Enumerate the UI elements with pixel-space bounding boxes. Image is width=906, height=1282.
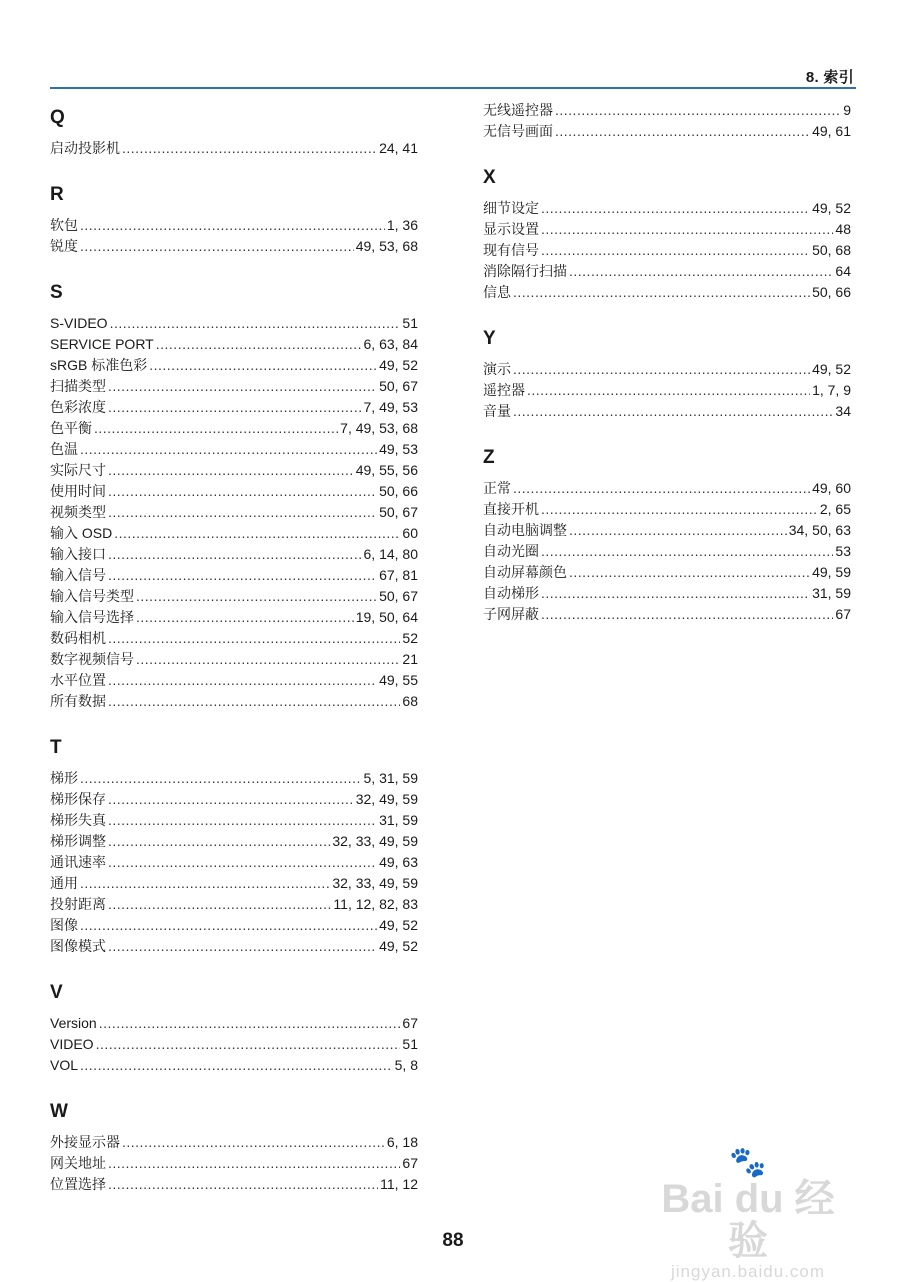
index-term: 梯形保存 — [50, 791, 106, 807]
index-entry — [50, 670, 418, 691]
index-entry — [483, 562, 851, 583]
index-entry — [483, 604, 851, 625]
index-pages: 49, 52 — [812, 361, 851, 377]
index-pages: 24, 41 — [379, 140, 418, 156]
index-section — [50, 734, 418, 957]
index-term: 数字视频信号 — [50, 651, 134, 667]
index-pages: 67 — [402, 1155, 418, 1171]
dot-leader — [80, 768, 362, 789]
section-letter: W — [50, 1101, 68, 1122]
index-pages: 50, 66 — [812, 284, 851, 300]
index-entry — [50, 915, 418, 936]
index-entry — [483, 282, 851, 303]
index-term: S-VIDEO — [50, 315, 108, 331]
index-term: 自动光圈 — [483, 543, 539, 559]
dot-leader — [541, 219, 833, 240]
index-pages: 5, 8 — [394, 1057, 418, 1073]
dot-leader — [108, 1153, 400, 1174]
dot-leader — [555, 100, 841, 121]
index-entry — [50, 691, 418, 712]
index-pages: 49, 55, 56 — [355, 462, 418, 478]
index-pages: 64 — [835, 263, 851, 279]
index-pages: 49, 53 — [379, 441, 418, 457]
dot-leader — [541, 499, 818, 520]
index-entry — [483, 541, 851, 562]
index-term: Version — [50, 1015, 97, 1031]
section-title: 8. 索引 — [805, 69, 854, 86]
index-term: 无信号画面 — [483, 123, 553, 139]
dot-leader — [108, 565, 377, 586]
index-term: 水平位置 — [50, 672, 106, 688]
index-entry — [50, 873, 418, 894]
index-term: 梯形调整 — [50, 833, 106, 849]
index-entry — [50, 831, 418, 852]
index-term: 自动梯形 — [483, 585, 539, 601]
index-term: 输入信号类型 — [50, 588, 134, 604]
index-column-left — [50, 100, 418, 1217]
dot-leader — [569, 562, 810, 583]
index-entry — [50, 460, 418, 481]
dot-leader — [513, 401, 833, 422]
section-letter: Q — [50, 107, 65, 128]
dot-leader — [94, 418, 338, 439]
index-section — [483, 100, 851, 142]
index-pages: 67 — [402, 1015, 418, 1031]
index-term: 遥控器 — [483, 382, 525, 398]
index-pages: 49, 60 — [812, 480, 851, 496]
dot-leader — [541, 541, 833, 562]
index-term: 消除隔行扫描 — [483, 263, 567, 279]
index-pages: 1, 36 — [386, 217, 418, 233]
dot-leader — [96, 1034, 401, 1055]
index-term: 色平衡 — [50, 420, 92, 436]
index-entry — [50, 1034, 418, 1055]
section-letter: S — [50, 282, 63, 303]
index-term: 所有数据 — [50, 693, 106, 709]
index-pages: 9 — [843, 102, 851, 118]
index-term: 信息 — [483, 284, 511, 300]
index-term: 扫描类型 — [50, 378, 106, 394]
dot-leader — [108, 936, 377, 957]
index-section — [483, 325, 851, 422]
section-letter: V — [50, 982, 63, 1003]
index-pages: 50, 67 — [379, 588, 418, 604]
index-section — [50, 104, 418, 159]
index-pages: 21 — [402, 651, 418, 667]
index-pages: 49, 63 — [379, 854, 418, 870]
index-term: 图像模式 — [50, 938, 106, 954]
index-pages: 5, 31, 59 — [363, 770, 418, 786]
index-pages: 49, 52 — [812, 200, 851, 216]
dot-leader — [108, 628, 400, 649]
index-term: 数码相机 — [50, 630, 106, 646]
dot-leader — [136, 649, 400, 670]
section-letter: Z — [483, 447, 495, 468]
dot-leader — [108, 670, 377, 691]
dot-leader — [114, 523, 400, 544]
dot-leader — [108, 789, 354, 810]
index-term: 实际尺寸 — [50, 462, 106, 478]
index-entry — [50, 397, 418, 418]
dot-leader — [80, 439, 377, 460]
index-pages: 2, 65 — [819, 501, 851, 517]
index-entry — [50, 376, 418, 397]
index-term: 音量 — [483, 403, 511, 419]
index-term: VIDEO — [50, 1036, 94, 1052]
index-entry — [50, 852, 418, 873]
index-term: 细节设定 — [483, 200, 539, 216]
section-letter: X — [483, 167, 496, 188]
index-entry — [50, 1013, 418, 1034]
index-term: 通用 — [50, 875, 78, 891]
index-term: 梯形失真 — [50, 812, 106, 828]
index-entry — [50, 1055, 418, 1076]
index-pages: 49, 52 — [379, 938, 418, 954]
index-entry — [50, 418, 418, 439]
index-term: 自动屏幕颜色 — [483, 564, 567, 580]
dot-leader — [108, 376, 377, 397]
dot-leader — [122, 1132, 385, 1153]
index-column-right — [483, 100, 851, 647]
index-entry — [483, 359, 851, 380]
dot-leader — [541, 198, 810, 219]
dot-leader — [80, 215, 385, 236]
index-pages: 49, 52 — [379, 917, 418, 933]
dot-leader — [569, 261, 833, 282]
index-pages: 32, 33, 49, 59 — [332, 875, 418, 891]
index-entry — [50, 138, 418, 159]
dot-leader — [513, 359, 810, 380]
dot-leader — [108, 810, 377, 831]
dot-leader — [527, 380, 810, 401]
dot-leader — [122, 138, 377, 159]
index-entry — [50, 544, 418, 565]
index-entry — [483, 401, 851, 422]
section-letter: Y — [483, 328, 496, 349]
index-pages: 1, 7, 9 — [812, 382, 851, 398]
index-term: 软包 — [50, 217, 78, 233]
paw-icon: 🐾 — [729, 1146, 767, 1179]
dot-leader — [136, 607, 354, 628]
index-section — [483, 444, 851, 625]
dot-leader — [108, 831, 330, 852]
index-pages: 49, 53, 68 — [355, 238, 418, 254]
index-pages: 31, 59 — [812, 585, 851, 601]
index-pages: 32, 33, 49, 59 — [332, 833, 418, 849]
index-term: 色彩浓度 — [50, 399, 106, 415]
index-term: 外接显示器 — [50, 1134, 120, 1150]
dot-leader — [555, 121, 810, 142]
index-term: sRGB 标准色彩 — [50, 357, 148, 373]
index-pages: 67, 81 — [379, 567, 418, 583]
index-entry — [50, 439, 418, 460]
index-term: VOL — [50, 1057, 79, 1073]
index-term: 视频类型 — [50, 504, 106, 520]
index-pages: 6, 18 — [386, 1134, 418, 1150]
index-section — [50, 1098, 418, 1195]
index-pages: 19, 50, 64 — [355, 609, 418, 625]
dot-leader — [108, 894, 331, 915]
index-term: 启动投影机 — [50, 140, 120, 156]
index-term: 输入接口 — [50, 546, 106, 562]
page-number: 88 — [442, 1230, 464, 1251]
index-entry — [50, 768, 418, 789]
index-entry — [50, 894, 418, 915]
dot-leader — [541, 604, 833, 625]
index-entry — [50, 649, 418, 670]
index-pages: 60 — [402, 525, 418, 541]
index-term: 位置选择 — [50, 1176, 106, 1192]
index-pages: 34 — [835, 403, 851, 419]
index-entry — [50, 607, 418, 628]
index-entry — [483, 583, 851, 604]
dot-leader — [108, 691, 400, 712]
index-term: 输入信号选择 — [50, 609, 134, 625]
index-term: 现有信号 — [483, 242, 539, 258]
index-entry — [483, 121, 851, 142]
dot-leader — [108, 852, 377, 873]
index-entry — [50, 586, 418, 607]
index-pages: 51 — [402, 1036, 418, 1052]
index-pages: 68 — [402, 693, 418, 709]
index-pages: 49, 55 — [379, 672, 418, 688]
watermark-brand: Bai du 经验 — [661, 1177, 835, 1263]
section-letter: R — [50, 184, 64, 205]
header-divider — [50, 87, 856, 89]
index-pages: 50, 66 — [379, 483, 418, 499]
index-entry — [50, 236, 418, 257]
dot-leader — [156, 334, 362, 355]
index-entry — [50, 1132, 418, 1153]
dot-leader — [110, 313, 401, 334]
index-pages: 7, 49, 53 — [363, 399, 418, 415]
index-pages: 6, 14, 80 — [363, 546, 418, 562]
index-entry — [483, 478, 851, 499]
dot-leader — [569, 520, 787, 541]
index-pages: 49, 52 — [379, 357, 418, 373]
dot-leader — [108, 397, 362, 418]
dot-leader — [136, 586, 377, 607]
index-term: 直接开机 — [483, 501, 539, 517]
index-term: 显示设置 — [483, 221, 539, 237]
index-section — [50, 979, 418, 1076]
index-pages: 7, 49, 53, 68 — [340, 420, 418, 436]
index-pages: 11, 12, 82, 83 — [333, 896, 418, 912]
index-term: 锐度 — [50, 238, 78, 254]
index-term: 梯形 — [50, 770, 78, 786]
dot-leader — [149, 355, 377, 376]
dot-leader — [99, 1013, 401, 1034]
index-entry — [50, 215, 418, 236]
index-entry — [50, 810, 418, 831]
section-letter: T — [50, 737, 62, 758]
index-entry — [483, 499, 851, 520]
index-section — [483, 164, 851, 303]
index-term: 色温 — [50, 441, 78, 457]
index-entry — [483, 100, 851, 121]
index-pages: 11, 12 — [380, 1176, 418, 1192]
index-pages: 6, 63, 84 — [363, 336, 418, 352]
index-entry — [483, 219, 851, 240]
index-pages: 52 — [402, 630, 418, 646]
index-entry — [50, 334, 418, 355]
index-entry — [483, 198, 851, 219]
watermark-url: jingyan.baidu.com — [670, 1262, 826, 1281]
index-term: 网关地址 — [50, 1155, 106, 1171]
dot-leader — [513, 282, 810, 303]
dot-leader — [80, 236, 354, 257]
index-entry — [483, 240, 851, 261]
index-pages: 31, 59 — [379, 812, 418, 828]
index-term: 无线遥控器 — [483, 102, 553, 118]
dot-leader — [80, 915, 377, 936]
index-entry — [50, 789, 418, 810]
index-entry — [483, 261, 851, 282]
index-pages: 34, 50, 63 — [788, 522, 851, 538]
watermark — [648, 1146, 848, 1281]
index-pages: 50, 68 — [812, 242, 851, 258]
dot-leader — [108, 481, 377, 502]
index-section — [50, 181, 418, 257]
dot-leader — [80, 873, 330, 894]
dot-leader — [108, 1174, 378, 1195]
dot-leader — [108, 460, 354, 481]
dot-leader — [541, 583, 810, 604]
index-term: 图像 — [50, 917, 78, 933]
index-term: 投射距离 — [50, 896, 106, 912]
index-term: 自动电脑调整 — [483, 522, 567, 538]
index-term: 输入 OSD — [50, 525, 113, 541]
index-term: SERVICE PORT — [50, 336, 154, 352]
index-entry — [50, 936, 418, 957]
index-term: 演示 — [483, 361, 511, 377]
index-entry — [50, 523, 418, 544]
index-entry — [50, 628, 418, 649]
index-pages: 50, 67 — [379, 378, 418, 394]
index-term: 输入信号 — [50, 567, 106, 583]
index-entry — [50, 313, 418, 334]
dot-leader — [541, 240, 810, 261]
dot-leader — [513, 478, 810, 499]
index-pages: 32, 49, 59 — [355, 791, 418, 807]
index-entry — [50, 565, 418, 586]
index-pages: 49, 61 — [812, 123, 851, 139]
index-pages: 50, 67 — [379, 504, 418, 520]
index-pages: 48 — [835, 221, 851, 237]
dot-leader — [80, 1055, 393, 1076]
index-entry — [50, 355, 418, 376]
index-entry — [50, 1153, 418, 1174]
index-entry — [50, 481, 418, 502]
index-term: 通讯速率 — [50, 854, 106, 870]
index-entry — [483, 520, 851, 541]
dot-leader — [108, 502, 377, 523]
index-pages: 51 — [402, 315, 418, 331]
index-pages: 67 — [835, 606, 851, 622]
index-pages: 49, 59 — [812, 564, 851, 580]
index-term: 正常 — [483, 480, 511, 496]
index-entry — [483, 380, 851, 401]
index-term: 子网屏蔽 — [483, 606, 539, 622]
index-entry — [50, 502, 418, 523]
index-section — [50, 279, 418, 712]
dot-leader — [108, 544, 362, 565]
index-pages: 53 — [835, 543, 851, 559]
index-term: 使用时间 — [50, 483, 106, 499]
index-entry — [50, 1174, 418, 1195]
